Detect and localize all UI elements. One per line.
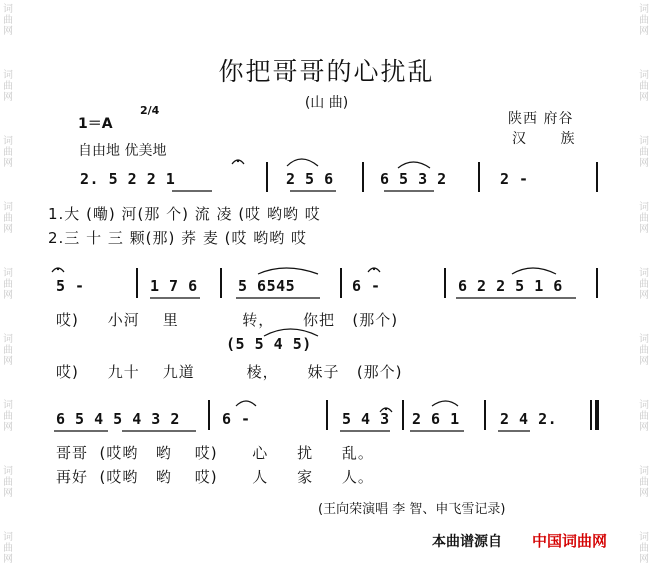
slur bbox=[264, 329, 318, 336]
ethnicity-label: 汉 族 bbox=[512, 131, 575, 147]
watermark-left-9: 词曲网 bbox=[3, 532, 13, 565]
s1-lyrics-verse-2: 2.三 十 三 颗(那) 荞 麦 (哎 哟哟 哎 bbox=[48, 229, 308, 247]
watermark-left-5: 词曲网 bbox=[3, 268, 13, 301]
s2-lyrics-verse-1: 哎) 小河 里 转， 你把 (那个) bbox=[56, 311, 399, 329]
watermark-right-7: 词曲网 bbox=[639, 400, 649, 433]
s3-measure-5: 2 4 2. bbox=[500, 410, 558, 428]
watermark-left-4: 词曲网 bbox=[3, 202, 13, 235]
slur bbox=[236, 401, 256, 406]
key-signature: 1＝A bbox=[78, 116, 113, 132]
s3-measure-2: 6 - bbox=[222, 410, 251, 428]
song-title: 你把哥哥的心扰乱 bbox=[218, 57, 435, 86]
s3-lyrics-verse-1: 哥哥 (哎哟 哟 哎) 心 扰 乱。 bbox=[56, 444, 374, 462]
s3-lyrics-verse-2: 再好 (哎哟 哟 哎) 人 家 人。 bbox=[56, 468, 374, 486]
source-label: 本曲谱源自 bbox=[432, 534, 502, 550]
s1-measure-3: 6 5 3 2 bbox=[380, 170, 447, 188]
s3-measure-1: 6 5 4 5 4 3 2 bbox=[56, 410, 180, 428]
s1-lyrics-verse-1: 1.大 (嘞) 河(那 个) 流 凌 (哎 哟哟 哎 bbox=[48, 205, 321, 223]
s2-lyrics-verse-2: 哎) 九十 九道 棱， 妹子 (那个) bbox=[56, 363, 403, 381]
watermark-right-1: 词曲网 bbox=[639, 4, 649, 37]
s2-measure-3: 5 6545 bbox=[238, 277, 296, 295]
watermark-right-4: 词曲网 bbox=[639, 202, 649, 235]
fermata-dot bbox=[57, 268, 59, 270]
fermata-dot bbox=[373, 268, 375, 270]
watermark-right-6: 词曲网 bbox=[639, 334, 649, 367]
s1-measure-1: 2. 5 2 2 1 bbox=[80, 170, 176, 188]
site-brand-link[interactable]: 中国词曲网 bbox=[532, 532, 608, 550]
s1-measure-2: 2 5 6 bbox=[286, 170, 334, 188]
slur bbox=[512, 268, 556, 274]
region-label: 陕西 府谷 bbox=[508, 111, 574, 127]
watermark-left-3: 词曲网 bbox=[3, 136, 13, 169]
watermark-right-8: 词曲网 bbox=[639, 466, 649, 499]
s2-measure-4: 6 - bbox=[352, 277, 381, 295]
watermark-left-1: 词曲网 bbox=[3, 4, 13, 37]
watermark-left-7: 词曲网 bbox=[3, 400, 13, 433]
slur bbox=[398, 162, 430, 168]
slur bbox=[432, 401, 458, 406]
watermark-left-6: 词曲网 bbox=[3, 334, 13, 367]
s1-measure-4: 2 - bbox=[500, 170, 529, 188]
performer-credit: (王向荣演唱 李 智、申飞雪记录) bbox=[318, 502, 506, 517]
tempo-marking: 自由地 优美地 bbox=[78, 143, 167, 159]
s2-measure-5: 6 2 2 5 1 6 bbox=[458, 277, 563, 295]
slur bbox=[287, 159, 318, 166]
slur bbox=[258, 268, 318, 274]
watermark-right-5: 词曲网 bbox=[639, 268, 649, 301]
s2-alt-notes: (5 5 4 5) bbox=[226, 335, 312, 353]
s2-measure-1: 5 - bbox=[56, 277, 85, 295]
watermark-right-2: 词曲网 bbox=[639, 70, 649, 103]
s3-measure-4: 2 6 1 bbox=[412, 410, 460, 428]
fermata-dot bbox=[385, 408, 387, 410]
watermark-right-3: 词曲网 bbox=[639, 136, 649, 169]
watermark-right-9: 词曲网 bbox=[639, 532, 649, 565]
s2-measure-2: 1 7 6 bbox=[150, 277, 198, 295]
watermark-left-2: 词曲网 bbox=[3, 70, 13, 103]
fermata-dot bbox=[237, 160, 239, 162]
watermark-left-8: 词曲网 bbox=[3, 466, 13, 499]
time-signature: 2/4 bbox=[140, 104, 160, 117]
s3-measure-3: 5 4 3 bbox=[342, 410, 390, 428]
song-genre: (山 曲) bbox=[304, 95, 349, 111]
